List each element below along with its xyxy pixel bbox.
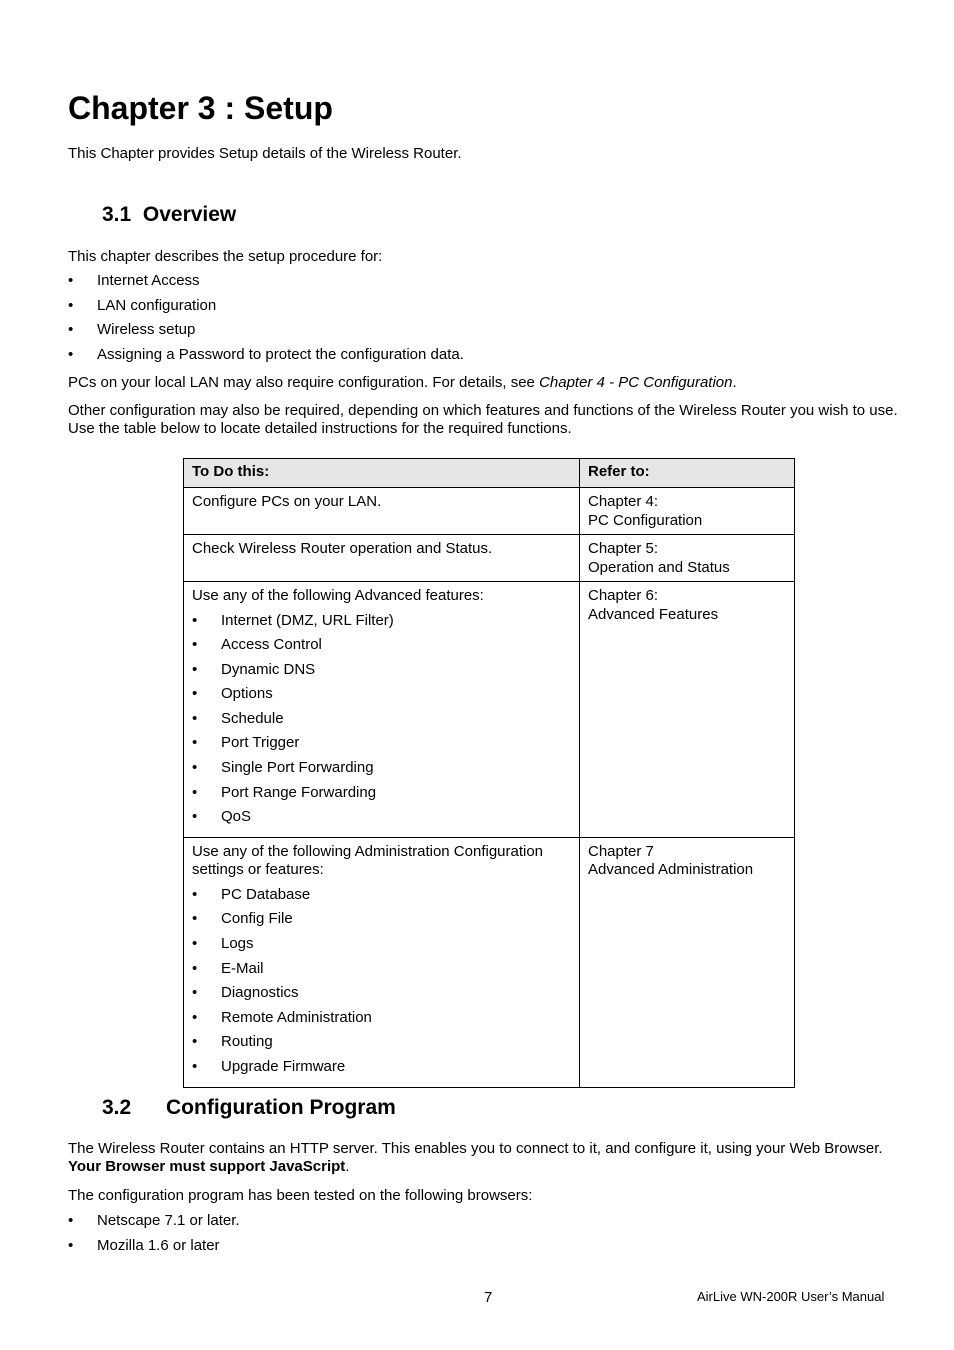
table-row (184, 488, 795, 535)
table-cell: Configure PCs on your LAN. (184, 488, 580, 535)
ref-chapter: Chapter 6: (588, 587, 659, 604)
other-config-paragraph: Other configuration may also be required, depending on which features and functions of the Wireless Router you wish to use. Use the table below to locate detailed instructions for the required functions. (68, 402, 898, 437)
list-item: • Logs (192, 935, 571, 960)
browser-list (68, 1212, 240, 1261)
list-item: • Config File (192, 910, 571, 935)
list-item: • Upgrade Firmware (192, 1058, 571, 1083)
pc-config-paragraph (68, 374, 737, 392)
section-heading-config-program (102, 1095, 396, 1121)
paragraph-text: The Wireless Router contains an HTTP server. This enables you to connect to it, and configure it, using your Web Browser. (68, 1140, 883, 1157)
ref-chapter: Chapter 4: (588, 493, 659, 510)
overview-intro: This chapter describes the setup procedure for: (68, 248, 383, 265)
list-item: • Routing (192, 1033, 571, 1058)
table-row (184, 535, 795, 582)
table-row (184, 837, 795, 1087)
ref-title: Advanced Features (588, 605, 719, 623)
table-row (184, 582, 795, 838)
ref-title: PC Configuration (588, 511, 703, 529)
ref-chapter: Chapter 7 (588, 842, 654, 860)
table-header: To Do this: (184, 459, 580, 488)
list-item: • PC Database (192, 886, 571, 911)
http-server-paragraph (68, 1140, 918, 1176)
section-number: 3.1 (102, 203, 132, 226)
cell-intro: Use any of the following Administration Configuration settings or features: (192, 842, 544, 879)
table-header: Refer to: (580, 459, 795, 488)
list-item: • LAN configuration (68, 297, 464, 322)
table-cell: Check Wireless Router operation and Status. (184, 535, 580, 582)
list-item: • Port Trigger (192, 734, 571, 759)
ref-title: Operation and Status (588, 558, 730, 576)
chapter-title: Chapter 3 : Setup (68, 90, 333, 126)
table-cell (580, 535, 795, 582)
section-heading-overview (102, 202, 236, 228)
list-item: • Single Port Forwarding (192, 759, 571, 784)
list-item: • Remote Administration (192, 1009, 571, 1034)
list-item: • E-Mail (192, 960, 571, 985)
feature-list (192, 886, 571, 1083)
page-number: 7 (484, 1289, 493, 1306)
paragraph-text: . (345, 1158, 350, 1175)
tested-browsers-intro: The configuration program has been tested on the following browsers: (68, 1187, 533, 1204)
table-cell (580, 488, 795, 535)
chapter-intro: This Chapter provides Setup details of the Wireless Router. (68, 145, 462, 162)
list-item: • Mozilla 1.6 or later (68, 1237, 240, 1262)
list-item: • Assigning a Password to protect the configuration data. (68, 346, 464, 371)
paragraph-text: PCs on your local LAN may also require configuration. For details, see (68, 374, 540, 391)
list-item: • Internet Access (68, 272, 464, 297)
overview-bullet-list (68, 272, 464, 370)
javascript-requirement: Your Browser must support JavaScript (68, 1158, 346, 1175)
cell-intro: Use any of the following Advanced features: (192, 587, 484, 604)
table-cell (184, 582, 580, 838)
list-item: • QoS (192, 808, 571, 833)
chapter-reference: Chapter 4 - PC Configuration (539, 374, 733, 391)
list-item: • Dynamic DNS (192, 661, 571, 686)
list-item: • Port Range Forwarding (192, 784, 571, 809)
reference-table (183, 458, 795, 1088)
table-cell (184, 837, 580, 1087)
paragraph-text: . (732, 374, 737, 391)
table-cell (580, 582, 795, 838)
section-title: Overview (142, 203, 237, 226)
section-number: 3.2 (102, 1096, 132, 1119)
list-item: • Netscape 7.1 or later. (68, 1212, 240, 1237)
ref-chapter: Chapter 5: (588, 540, 659, 557)
list-item: • Diagnostics (192, 984, 571, 1009)
list-item: • Schedule (192, 710, 571, 735)
table-header-row (184, 459, 795, 488)
list-item: • Wireless setup (68, 321, 464, 346)
list-item: • Internet (DMZ, URL Filter) (192, 612, 571, 637)
list-item: • Options (192, 685, 571, 710)
table-cell (580, 837, 795, 1087)
list-item: • Access Control (192, 636, 571, 661)
section-title: Configuration Program (166, 1096, 396, 1119)
manual-title: AirLive WN-200R User’s Manual (697, 1289, 885, 1304)
feature-list (192, 612, 571, 833)
ref-title: Advanced Administration (588, 861, 754, 879)
